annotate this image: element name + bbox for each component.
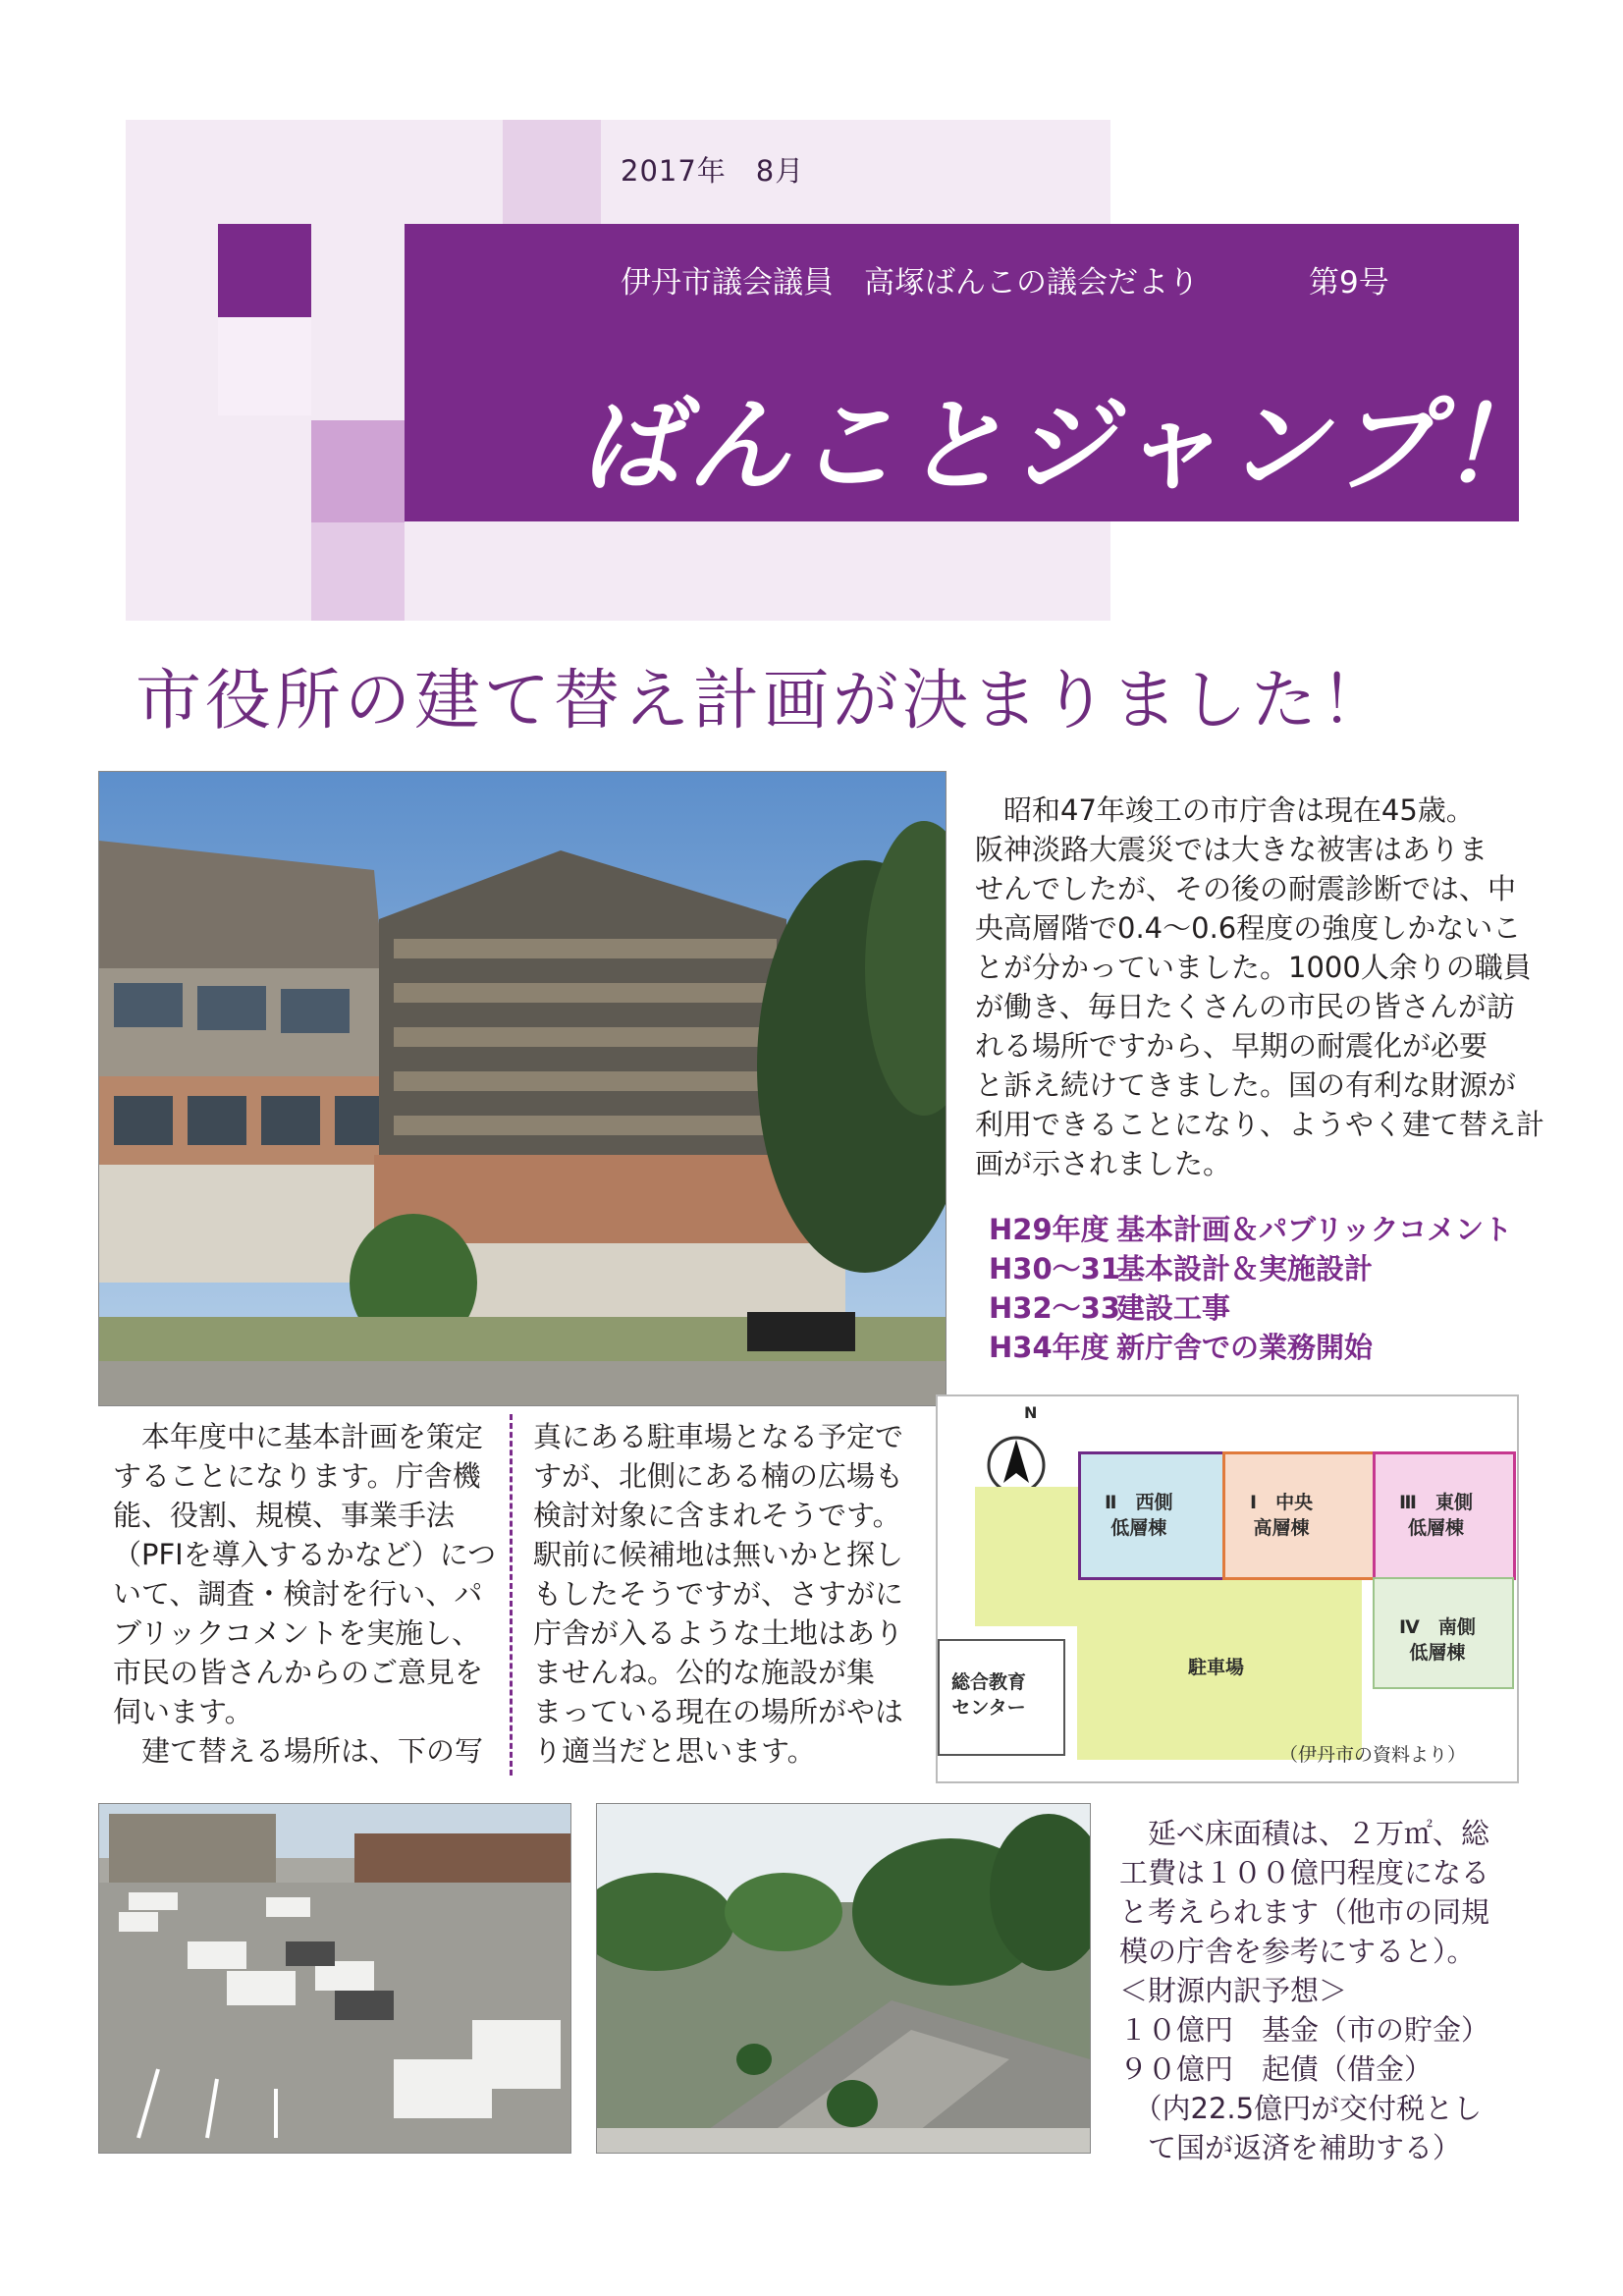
east-low-rise-label: Ⅲ 東側 低層棟 bbox=[1399, 1492, 1473, 1539]
parking-label: 駐車場 bbox=[1188, 1657, 1245, 1678]
intro-line: 利用できることになり、ようやく建て替え計 bbox=[975, 1108, 1545, 1141]
west-low-rise-label: Ⅱ 西側 低層棟 bbox=[1105, 1492, 1173, 1539]
map-source-note: （伊丹市の資料より） bbox=[1279, 1744, 1467, 1766]
cost-line: て国が返済を補助する） bbox=[1119, 2131, 1462, 2164]
column-2-line: 庁舎が入るような土地はあり bbox=[533, 1616, 904, 1650]
camphor-plaza-photo bbox=[596, 1803, 1091, 2154]
column-1-line: 本年度中に基本計画を策定 bbox=[113, 1420, 484, 1453]
column-2-line: 真にある駐車場となる予定で bbox=[533, 1420, 904, 1453]
column-1-line: 建て替える場所は、下の写 bbox=[113, 1734, 484, 1768]
issue-number: 第9号 bbox=[1309, 265, 1389, 301]
column-1-line: （PFIを導入するかなど）につ bbox=[113, 1538, 497, 1571]
column-2-line: もしたそうですが、さすがに bbox=[533, 1577, 904, 1611]
column-2-line: 駅前に候補地は無いかと探し bbox=[533, 1538, 904, 1571]
cost-line: （内22.5億円が交付税とし bbox=[1119, 2092, 1483, 2125]
intro-line: せんでしたが、その後の耐震診断では、中 bbox=[975, 872, 1517, 905]
schedule-task: 新庁舎での業務開始 bbox=[1116, 1331, 1374, 1364]
column-1-text bbox=[113, 1417, 496, 1771]
column-divider bbox=[510, 1414, 513, 1776]
education-center-label: 総合教育 センター bbox=[951, 1671, 1027, 1719]
schedule-year: H29年度 bbox=[989, 1213, 1109, 1246]
intro-line: 昭和47年竣工の市庁舎は現在45歳。 bbox=[975, 793, 1475, 827]
column-1-line: 能、役割、規模、事業手法 bbox=[113, 1499, 456, 1532]
schedule-row bbox=[989, 1328, 1512, 1367]
schedule-row bbox=[989, 1210, 1512, 1249]
intro-line: が働き、毎日たくさんの市民の皆さんが訪 bbox=[975, 990, 1515, 1023]
cost-line: と考えられます（他市の同規 bbox=[1119, 1895, 1490, 1929]
column-2-line: り適当だと思います。 bbox=[533, 1734, 816, 1768]
masthead-title: ばんことジャンプ！ bbox=[579, 386, 1549, 506]
page-headline: 市役所の建て替え計画が決まりました！ bbox=[135, 662, 1390, 738]
intro-line: 阪神淡路大震災では大きな被害はありま bbox=[975, 833, 1488, 866]
schedule-year: H34年度 bbox=[989, 1331, 1109, 1364]
column-2-line: ませんね。公的な施設が集 bbox=[533, 1656, 876, 1689]
column-1-line: することになります。庁舎機 bbox=[113, 1459, 481, 1493]
south-low-rise-label: Ⅳ 南側 低層棟 bbox=[1399, 1616, 1476, 1664]
schedule-row bbox=[989, 1249, 1512, 1288]
cost-line: 延べ床面積は、２万㎡、総 bbox=[1119, 1817, 1490, 1850]
column-1-line: ブリックコメントを実施し、 bbox=[113, 1616, 481, 1650]
intro-line: と訴え続けてきました。国の有利な財源が bbox=[975, 1068, 1517, 1102]
city-hall-photo bbox=[98, 771, 947, 1406]
center-high-rise-label: Ⅰ 中央 高層棟 bbox=[1250, 1492, 1314, 1539]
cost-paragraph bbox=[1119, 1814, 1489, 2167]
cost-line: 工費は１００億円程度になる bbox=[1119, 1856, 1490, 1889]
schedule-year: H32～33 bbox=[989, 1291, 1120, 1325]
column-1-line: 伺います。 bbox=[113, 1695, 253, 1728]
schedule-year: H30～31 bbox=[989, 1252, 1120, 1285]
newsletter-subtitle: 伊丹市議会議員 高塚ばんこの議会だより bbox=[621, 265, 1199, 301]
issue-date: 2017年 8月 bbox=[621, 154, 805, 188]
site-map bbox=[936, 1394, 1519, 1783]
parking-lot-photo bbox=[98, 1803, 571, 2154]
cost-line: 模の庁舎を参考にすると）。 bbox=[1119, 1935, 1476, 1968]
intro-line: とが分かっていました。1000人余りの職員 bbox=[975, 951, 1532, 984]
column-2-line: まっている現在の場所がやは bbox=[533, 1695, 904, 1728]
column-1-line: 市民の皆さんからのご意見を bbox=[113, 1656, 484, 1689]
schedule-row bbox=[989, 1288, 1512, 1328]
compass-north-label: N bbox=[1024, 1403, 1038, 1422]
column-1-line: いて、調査・検討を行い、パ bbox=[113, 1577, 483, 1611]
cost-line: １０億円 基金（市の貯金） bbox=[1119, 2013, 1490, 2047]
column-2-text bbox=[533, 1417, 903, 1771]
intro-paragraph bbox=[975, 791, 1544, 1183]
cost-line: ＜財源内訳予想＞ bbox=[1119, 1974, 1348, 2007]
intro-line: 画が示されました。 bbox=[975, 1147, 1232, 1180]
schedule-task: 基本計画＆パブリックコメント bbox=[1116, 1213, 1513, 1246]
intro-line: れる場所ですから、早期の耐震化が必要 bbox=[975, 1029, 1488, 1063]
cost-line: ９０億円 起債（借金） bbox=[1119, 2052, 1434, 2086]
parking-area bbox=[975, 1573, 1122, 1622]
schedule-list bbox=[989, 1210, 1512, 1367]
column-2-line: 検討対象に含まれそうです。 bbox=[533, 1499, 901, 1532]
column-2-line: すが、北側にある楠の広場も bbox=[533, 1459, 904, 1493]
intro-line: 央高層階で0.4～0.6程度の強度しかないこ bbox=[975, 911, 1522, 945]
schedule-task: 建設工事 bbox=[1116, 1291, 1231, 1325]
schedule-task: 基本設計＆実施設計 bbox=[1116, 1252, 1374, 1285]
